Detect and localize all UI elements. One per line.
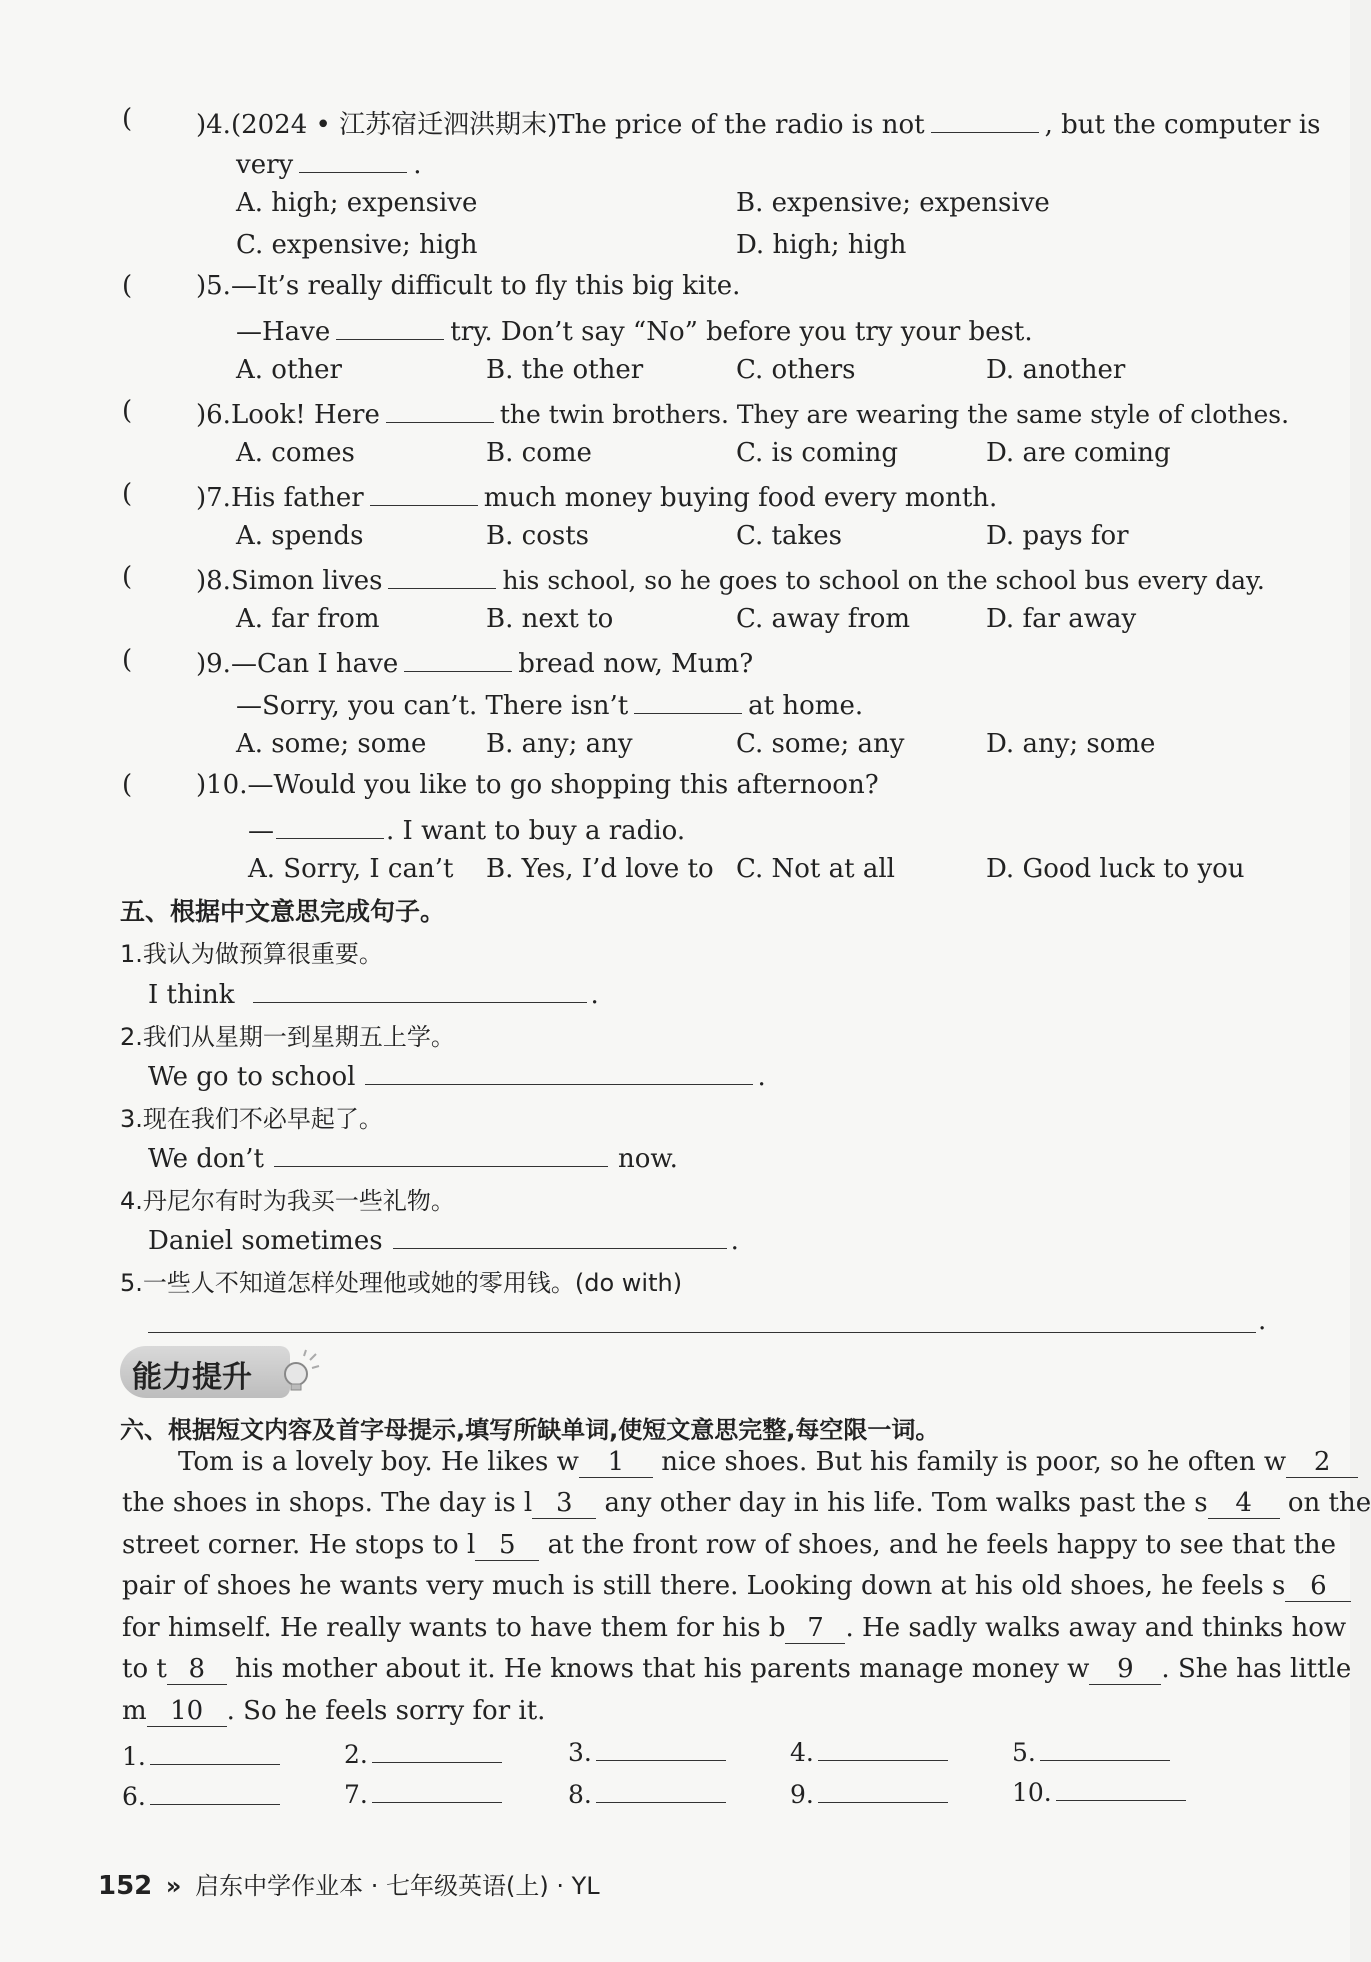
stem-text: . <box>413 150 422 180</box>
section-5-title: 五、根据中文意思完成句子。 <box>120 897 446 926</box>
answer-blank[interactable] <box>336 313 444 340</box>
option-b[interactable]: B. next to <box>486 604 614 634</box>
answer-label: 4. <box>790 1738 814 1767</box>
option-b[interactable]: B. any; any <box>486 729 633 759</box>
answer-blank[interactable] <box>388 562 496 589</box>
passage-blank-4[interactable]: 4 <box>1208 1488 1280 1519</box>
section-6-title: 六、根据短文内容及首字母提示,填写所缺单词,使短文意思完整,每空限一词。 <box>120 1416 940 1444</box>
passage-blank-7[interactable]: 7 <box>785 1613 845 1644</box>
answer-label: 2. <box>344 1740 368 1769</box>
prompt-text: . <box>757 1062 766 1092</box>
answer-2[interactable] <box>344 1736 502 1769</box>
option-a[interactable]: A. high; expensive <box>236 188 478 218</box>
answer-label: 7. <box>344 1780 368 1809</box>
option-a[interactable]: A. some; some <box>236 729 427 759</box>
stem-text: bread now, Mum? <box>518 649 754 679</box>
answer-paren[interactable]: ( <box>122 645 133 675</box>
answer-line[interactable] <box>365 1058 753 1085</box>
answer-line[interactable] <box>818 1734 948 1761</box>
option-c[interactable]: C. Not at all <box>736 854 895 884</box>
answer-line[interactable] <box>372 1736 502 1763</box>
stem-text: much money buying food every month. <box>483 483 998 513</box>
answer-blank[interactable] <box>404 645 512 672</box>
option-c[interactable]: C. away from <box>736 604 911 634</box>
option-a[interactable]: A. far from <box>236 604 380 634</box>
option-d[interactable]: D. are coming <box>986 438 1171 468</box>
passage-blank-10[interactable]: 10 <box>147 1696 227 1727</box>
answer-paren[interactable]: ( <box>122 770 133 800</box>
prompt-text: I think <box>148 980 235 1010</box>
answer-4[interactable] <box>790 1734 948 1767</box>
stem-text: very <box>236 150 294 180</box>
hint-letter: w <box>1263 1447 1287 1477</box>
passage-line-5 <box>122 1613 1346 1644</box>
page-number: 152 <box>98 1871 153 1901</box>
answer-label: 3. <box>568 1738 592 1767</box>
option-d[interactable]: D. any; some <box>986 729 1156 759</box>
option-a[interactable]: A. Sorry, I can’t <box>248 854 454 884</box>
stem-text: Simon lives <box>230 566 383 596</box>
question-4-stem <box>196 104 1321 141</box>
passage-text: the shoes in shops. The day is <box>122 1488 524 1518</box>
translate-2-cn: 2.我们从星期一到星期五上学。 <box>120 1023 455 1051</box>
answer-5[interactable] <box>1012 1734 1170 1767</box>
stem-text: —Sorry, you can’t. There isn’t <box>236 691 629 721</box>
passage-blank-3[interactable]: 3 <box>532 1488 596 1519</box>
answer-line[interactable] <box>372 1776 502 1803</box>
passage-text: street corner. He stops to <box>122 1530 467 1560</box>
stem-text: try. Don’t say “No” before you try your best. <box>450 317 1033 347</box>
question-7-stem <box>196 479 997 513</box>
question-number: )5. <box>196 271 231 301</box>
answer-label: 1. <box>122 1742 146 1771</box>
passage-line-1 <box>178 1447 1358 1478</box>
option-a[interactable]: A. other <box>236 355 342 385</box>
answer-blank[interactable] <box>931 106 1039 133</box>
question-9-line2 <box>236 687 863 721</box>
answer-paren[interactable]: ( <box>122 396 133 426</box>
answer-blank[interactable] <box>386 396 494 423</box>
answer-label: 5. <box>1012 1738 1036 1767</box>
translate-4-en <box>148 1222 739 1256</box>
passage-blank-1[interactable]: 1 <box>579 1447 653 1478</box>
option-b[interactable]: B. come <box>486 438 592 468</box>
passage-blank-5[interactable]: 5 <box>475 1530 539 1561</box>
translate-1-cn: 1.我认为做预算很重要。 <box>120 940 383 968</box>
stem-text: the twin brothers. They are wearing the same style of clothes. <box>499 400 1290 429</box>
passage-text: his mother about it. He knows that his parents manage money <box>226 1654 1068 1684</box>
answer-line[interactable] <box>1056 1774 1186 1801</box>
answer-label: 9. <box>790 1780 814 1809</box>
hint-letter: l <box>523 1488 533 1518</box>
answer-blank[interactable] <box>276 812 384 839</box>
passage-blank-8[interactable]: 8 <box>167 1654 227 1685</box>
question-number: )10. <box>196 770 248 800</box>
prompt-text: We don’t <box>148 1144 265 1174</box>
translate-3-en <box>148 1140 678 1174</box>
question-8-stem <box>196 562 1265 596</box>
passage-text: to <box>122 1654 157 1684</box>
passage-text: at the front row of shoes, and he feels happy to see that the <box>539 1530 1337 1560</box>
answer-label: 6. <box>122 1782 146 1811</box>
option-d[interactable]: D. high; high <box>736 230 907 260</box>
answer-label: 8. <box>568 1780 592 1809</box>
question-9-line1 <box>196 645 753 679</box>
hint-letter: t <box>156 1654 167 1684</box>
passage-text: any other day in his life. Tom walks past the <box>596 1488 1195 1518</box>
answer-8[interactable] <box>568 1776 726 1809</box>
translate-2-en <box>148 1058 766 1092</box>
answer-blank[interactable] <box>299 146 407 173</box>
option-a[interactable]: A. spends <box>236 521 364 551</box>
question-number: )4. <box>196 110 231 140</box>
answer-3[interactable] <box>568 1734 726 1767</box>
question-number: )7. <box>196 483 231 513</box>
answer-line[interactable] <box>393 1222 727 1249</box>
option-b[interactable]: B. Yes, I’d love to <box>486 854 714 884</box>
question-4-stem-cont <box>236 146 421 180</box>
passage-text: pair of shoes he wants very much is still there. Looking down at his old shoes, he feels <box>122 1571 1272 1601</box>
stem-text: at home. <box>748 691 864 721</box>
option-c[interactable]: C. others <box>736 355 856 385</box>
answer-line[interactable] <box>818 1776 948 1803</box>
option-c[interactable]: C. is coming <box>736 438 898 468</box>
question-number: )9. <box>196 649 231 679</box>
stem-text: —It’s really difficult to fly this big kite. <box>230 271 741 301</box>
answer-line[interactable] <box>148 1332 1256 1333</box>
passage-text: . So he feels sorry for it. <box>226 1696 546 1726</box>
answer-line[interactable] <box>274 1140 608 1167</box>
answer-blank[interactable] <box>370 479 478 506</box>
question-5-line1 <box>196 271 740 301</box>
passage-blank-2[interactable]: 2 <box>1286 1447 1358 1478</box>
option-b[interactable]: B. expensive; expensive <box>736 188 1050 218</box>
option-b[interactable]: B. costs <box>486 521 589 551</box>
stem-text: , but the computer is <box>1044 110 1321 140</box>
passage-text: for himself. He really wants to have them for his <box>122 1613 769 1643</box>
ability-badge-label: 能力提升 <box>132 1360 252 1395</box>
answer-line[interactable] <box>253 976 587 1003</box>
answer-line[interactable] <box>596 1734 726 1761</box>
answer-1[interactable] <box>122 1738 280 1771</box>
option-a[interactable]: A. comes <box>236 438 355 468</box>
stem-text: —Have <box>236 317 331 347</box>
stem-text: Look! Here <box>230 400 380 430</box>
question-10-line1 <box>196 770 879 800</box>
translate-5-cn: 5.一些人不知道怎样处理他或她的零用钱。(do with) <box>120 1269 683 1297</box>
prompt-text: . <box>730 1226 739 1256</box>
stem-text: —Can I have <box>230 649 399 679</box>
translate-4-cn: 4.丹尼尔有时为我买一些礼物。 <box>120 1187 455 1215</box>
passage-line-7 <box>122 1696 545 1727</box>
passage-text: . She has little <box>1161 1654 1352 1684</box>
stem-text: —Would you like to go shopping this afternoon? <box>247 770 879 800</box>
double-chevron-icon: » <box>165 1872 182 1900</box>
passage-blank-9[interactable]: 9 <box>1089 1654 1161 1685</box>
passage-blank-6[interactable]: 6 <box>1285 1571 1351 1602</box>
translate-3-cn: 3.现在我们不必早起了。 <box>120 1105 383 1133</box>
answer-9[interactable] <box>790 1776 948 1809</box>
answer-7[interactable] <box>344 1776 502 1809</box>
option-d[interactable]: D. Good luck to you <box>986 854 1245 884</box>
lightbulb-icon <box>276 1350 320 1394</box>
hint-letter: s <box>1272 1571 1286 1601</box>
answer-line[interactable] <box>150 1778 280 1805</box>
answer-blank[interactable] <box>634 687 742 714</box>
answer-line[interactable] <box>150 1738 280 1765</box>
page-footer <box>98 1866 600 1901</box>
answer-10[interactable] <box>1012 1774 1186 1807</box>
prompt-text: now. <box>618 1144 678 1174</box>
option-c[interactable]: C. expensive; high <box>236 230 478 260</box>
question-number: )8. <box>196 566 231 596</box>
answer-line[interactable] <box>596 1776 726 1803</box>
passage-line-6 <box>122 1654 1351 1685</box>
answer-line[interactable] <box>1040 1734 1170 1761</box>
passage-text: . He sadly walks away and thinks how <box>845 1613 1347 1643</box>
prompt-text: Daniel sometimes <box>148 1226 383 1256</box>
stem-text: (2024 • 江苏宿迁泗洪期末)The price of the radio is not <box>230 110 925 140</box>
answer-paren[interactable]: ( <box>122 271 133 301</box>
question-5-line2 <box>236 313 1033 347</box>
hint-letter: w <box>1067 1654 1090 1684</box>
option-c[interactable]: C. some; any <box>736 729 905 759</box>
option-d[interactable]: D. pays for <box>986 521 1129 551</box>
translate-5-period: . <box>1258 1306 1267 1336</box>
stem-text: — <box>248 816 274 846</box>
question-6-stem <box>196 396 1289 430</box>
hint-letter: s <box>1194 1488 1208 1518</box>
option-d[interactable]: D. far away <box>986 604 1137 634</box>
option-b[interactable]: B. the other <box>486 355 644 385</box>
question-10-line2 <box>248 812 685 846</box>
passage-line-4 <box>122 1571 1351 1602</box>
passage-line-3 <box>122 1530 1336 1561</box>
answer-6[interactable] <box>122 1778 280 1811</box>
answer-paren[interactable]: ( <box>122 562 133 592</box>
passage-line-2 <box>122 1488 1371 1519</box>
hint-letter: b <box>768 1613 786 1643</box>
stem-text: his school, so he goes to school on the school bus every day. <box>502 566 1265 595</box>
stem-text: His father <box>230 483 364 513</box>
prompt-text: . <box>590 980 599 1010</box>
prompt-text: We go to school <box>148 1062 356 1092</box>
answer-paren[interactable]: ( <box>122 104 133 134</box>
hint-letter: w <box>556 1447 579 1477</box>
passage-text: nice shoes. But his family is poor, so he often <box>652 1447 1264 1477</box>
hint-letter: m <box>122 1696 147 1726</box>
option-d[interactable]: D. another <box>986 355 1126 385</box>
stem-text: . I want to buy a radio. <box>386 816 686 846</box>
passage-text: Tom is a lovely boy. He likes <box>178 1447 557 1477</box>
translate-1-en <box>148 976 599 1010</box>
hint-letter: l <box>466 1530 476 1560</box>
passage-text: on the <box>1279 1488 1371 1518</box>
answer-paren[interactable]: ( <box>122 479 133 509</box>
option-c[interactable]: C. takes <box>736 521 842 551</box>
answer-label: 10. <box>1012 1778 1052 1807</box>
book-title: 启东中学作业本 · 七年级英语(上) · YL <box>195 1872 600 1900</box>
question-number: )6. <box>196 400 231 430</box>
